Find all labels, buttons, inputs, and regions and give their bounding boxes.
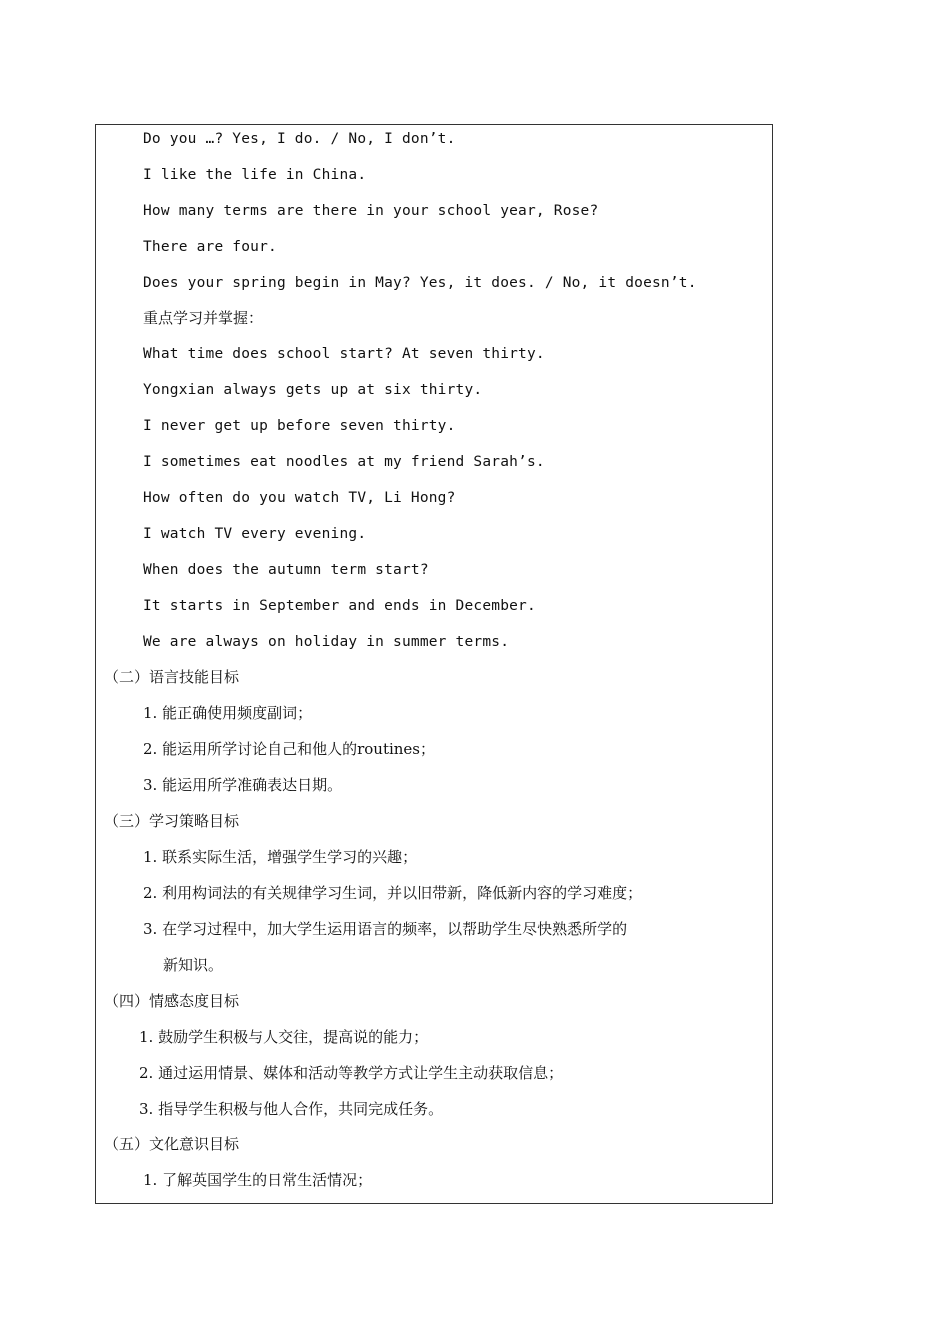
text-line: Yongxian always gets up at six thirty. — [143, 382, 483, 398]
text-line: 1. 能正确使用频度副词； — [143, 704, 313, 722]
text-line: 3. 指导学生积极与他人合作，共同完成任务。 — [139, 1100, 444, 1118]
text-line: What time does school start? At seven thirty. — [143, 346, 545, 362]
text-line: （三）学习策略目标 — [104, 812, 240, 830]
text-line: I watch TV every evening. — [143, 526, 367, 542]
text-line: 重点学习并掌握： — [143, 309, 264, 327]
text-line: 3. 能运用所学准确表达日期。 — [143, 776, 343, 794]
text-line: 新知识。 — [163, 956, 224, 974]
text-line: 1. 鼓励学生积极与人交往，提高说的能力； — [139, 1028, 429, 1046]
text-line: I like the life in China. — [143, 167, 367, 183]
text-line: We are always on holiday in summer terms. — [143, 634, 510, 650]
text-line: 2. 利用构词法的有关规律学习生词，并以旧带新，降低新内容的学习难度； — [143, 884, 643, 902]
text-line: 1. 联系实际生活，增强学生学习的兴趣； — [143, 848, 418, 866]
text-line: （五）文化意识目标 — [104, 1135, 240, 1153]
text-line: How many terms are there in your school year, Rose? — [143, 203, 599, 219]
text-line: I sometimes eat noodles at my friend Sarah’s. — [143, 454, 545, 470]
text-line: When does the autumn term start? — [143, 562, 429, 578]
text-line: （二）语言技能目标 — [104, 668, 240, 686]
text-line: 2. 通过运用情景、媒体和活动等教学方式让学生主动获取信息； — [139, 1064, 564, 1082]
text-line: 1. 了解英国学生的日常生活情况； — [143, 1171, 373, 1189]
text-line: 3. 在学习过程中，加大学生运用语言的频率，以帮助学生尽快熟悉所学的 — [143, 920, 628, 938]
text-line: （四）情感态度目标 — [104, 992, 240, 1010]
text-line: 2. 能运用所学讨论自己和他人的routines； — [143, 740, 436, 758]
text-line: Do you …? Yes, I do. / No, I don’t. — [143, 131, 456, 147]
text-line: How often do you watch TV, Li Hong? — [143, 490, 456, 506]
text-line: There are four. — [143, 239, 277, 255]
text-line: Does your spring begin in May? Yes, it does. / No, it doesn’t. — [143, 275, 697, 291]
text-line: I never get up before seven thirty. — [143, 418, 456, 434]
text-line: It starts in September and ends in December. — [143, 598, 536, 614]
